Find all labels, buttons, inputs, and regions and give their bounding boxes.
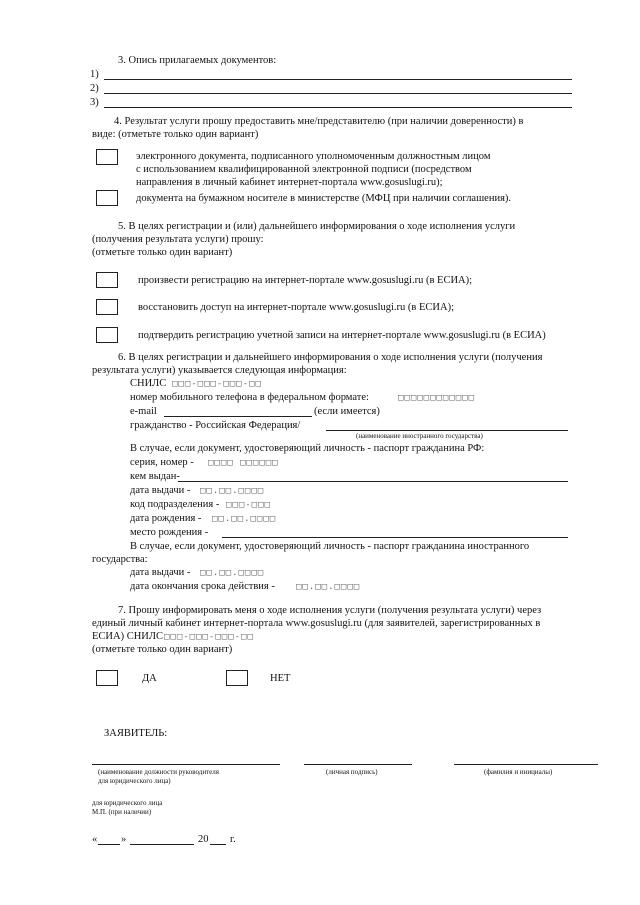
issued-by-input-line[interactable] [178, 481, 568, 482]
section4-title-line2: виде: (отметьте только один вариант) [92, 129, 259, 140]
date-open-quote: « [92, 834, 98, 845]
no-label: НЕТ [270, 673, 291, 684]
issue-date-boxes[interactable]: □□.□□.□□□□ [200, 486, 265, 496]
section6-title-line1: 6. В целях регистрации и дальнейшего информирования о ходе исполнения услуги (получения [118, 352, 543, 363]
signature-caption: (личная подпись) [326, 768, 378, 776]
checkbox-confirm[interactable] [96, 327, 118, 343]
date-close-quote: » [121, 834, 127, 845]
doc-item-2-label: 2) [90, 83, 99, 94]
email-note: (если имеется) [314, 406, 380, 417]
email-label: e-mail [130, 406, 157, 417]
option-electronic-line2: с использованием квалифицированной электронной подписи (посредством [136, 164, 472, 175]
section5-title-line1: 5. В целях регистрации и (или) дальнейшего информирования о ходе исполнения услуги [118, 221, 516, 232]
stamp-note-line2: М.П. (при наличии) [92, 808, 152, 816]
position-caption-line1: (наименование должности руководителя [98, 768, 219, 776]
birth-date-label: дата рождения - [130, 513, 202, 524]
date-year-line[interactable] [210, 844, 226, 845]
checkbox-yes[interactable] [96, 670, 118, 686]
section7-line1: 7. Прошу информировать меня о ходе исполнения услуги (получения результата услуги) через [118, 605, 542, 616]
birth-place-label: место рождения - [130, 527, 209, 538]
doc-item-1-line[interactable] [104, 79, 572, 80]
checkbox-electronic-doc[interactable] [96, 149, 118, 165]
dept-code-boxes[interactable]: □□□-□□□ [226, 500, 271, 510]
section7-line3: ЕСИА) СНИЛС [92, 631, 163, 642]
section4-title-line1: 4. Результат услуги прошу предоставить мне/представителю (при наличии доверенности) в [114, 116, 524, 127]
position-line[interactable] [92, 764, 280, 765]
issued-by-label: кем выдан- [130, 471, 180, 482]
phone-label: номер мобильного телефона в федеральном формате: [130, 392, 369, 403]
section6-title-line2: результата услуги) указывается следующая информация: [92, 365, 347, 376]
date-year-prefix: 20 [198, 834, 209, 845]
name-caption: (фамилия и инициалы) [484, 768, 553, 776]
rf-passport-heading: В случае, если документ, удостоверяющий личность - паспорт гражданина РФ: [130, 443, 485, 454]
doc-item-1-label: 1) [90, 69, 99, 80]
series-label: серия, номер - [130, 457, 194, 468]
snils-label: СНИЛС [130, 378, 167, 389]
option-electronic-line3: направления в личный кабинет интернет-портала www.gosuslugi.ru); [136, 177, 443, 188]
birth-date-boxes[interactable]: □□.□□.□□□□ [212, 514, 277, 524]
section7-line4: (отметьте только один вариант) [92, 644, 233, 655]
citizenship-caption: (наименование иностранного государства) [356, 432, 483, 440]
citizenship-input-line[interactable] [326, 430, 568, 431]
doc-item-2-line[interactable] [104, 93, 572, 94]
issue-date-label: дата выдачи - [130, 485, 191, 496]
applicant-label: ЗАЯВИТЕЛЬ: [104, 728, 168, 739]
snils-boxes[interactable]: □□□-□□□-□□□-□□ [172, 379, 262, 389]
section5-title-line3: (отметьте только один вариант) [92, 247, 233, 258]
signature-line[interactable] [304, 764, 412, 765]
section3-title: 3. Опись прилагаемых документов: [118, 55, 277, 66]
option-electronic-line1: электронного документа, подписанного уполномоченным должностным лицом [136, 151, 491, 162]
series-boxes[interactable]: □□□□ □□□□□□ [208, 458, 279, 468]
doc-item-3-line[interactable] [104, 107, 572, 108]
checkbox-no[interactable] [226, 670, 248, 686]
expiry-label: дата окончания срока действия - [130, 581, 275, 592]
checkbox-register[interactable] [96, 272, 118, 288]
option-restore: восстановить доступ на интернет-портале www.gosuslugi.ru (в ЕСИА); [138, 302, 455, 313]
doc-item-3-label: 3) [90, 97, 99, 108]
section5-title-line2: (получения результата услуги) прошу: [92, 234, 264, 245]
option-register: произвести регистрацию на интернет-портале www.gosuslugi.ru (в ЕСИА); [138, 275, 473, 286]
section7-line2: единый личный кабинет интернет-портала www.gosuslugi.ru (для заявителей, зарегистрированных в [92, 618, 541, 629]
option-confirm: подтвердить регистрацию учетной записи на интернет-портале www.gosuslugi.ru (в ЕСИА) [138, 330, 546, 341]
phone-boxes[interactable]: □□□□□□□□□□□□ [398, 393, 476, 403]
date-month-line[interactable] [130, 844, 194, 845]
citizenship-label: гражданство - Российская Федерация/ [130, 420, 301, 431]
expiry-boxes[interactable]: □□.□□.□□□□ [296, 582, 361, 592]
foreign-heading-line1: В случае, если документ, удостоверяющий личность - паспорт гражданина иностранного [130, 541, 530, 552]
yes-label: ДА [142, 673, 157, 684]
birth-place-input-line[interactable] [222, 537, 568, 538]
checkbox-paper-doc[interactable] [96, 190, 118, 206]
name-line[interactable] [454, 764, 598, 765]
stamp-note-line1: для юридического лица [92, 799, 163, 807]
checkbox-restore[interactable] [96, 299, 118, 315]
date-day-line[interactable] [98, 844, 120, 845]
foreign-heading-line2: государства: [92, 554, 148, 565]
section7-snils-boxes[interactable]: □□□-□□□-□□□-□□ [164, 632, 254, 642]
position-caption-line2: для юридического лица) [98, 777, 171, 785]
option-paper: документа на бумажном носителе в министерстве (МФЦ при наличии соглашения). [136, 193, 512, 204]
foreign-issue-label: дата выдачи - [130, 567, 191, 578]
email-input-line[interactable] [164, 416, 312, 417]
date-year-suffix: г. [230, 834, 236, 845]
dept-code-label: код подразделения - [130, 499, 220, 510]
foreign-issue-boxes[interactable]: □□.□□.□□□□ [200, 568, 265, 578]
